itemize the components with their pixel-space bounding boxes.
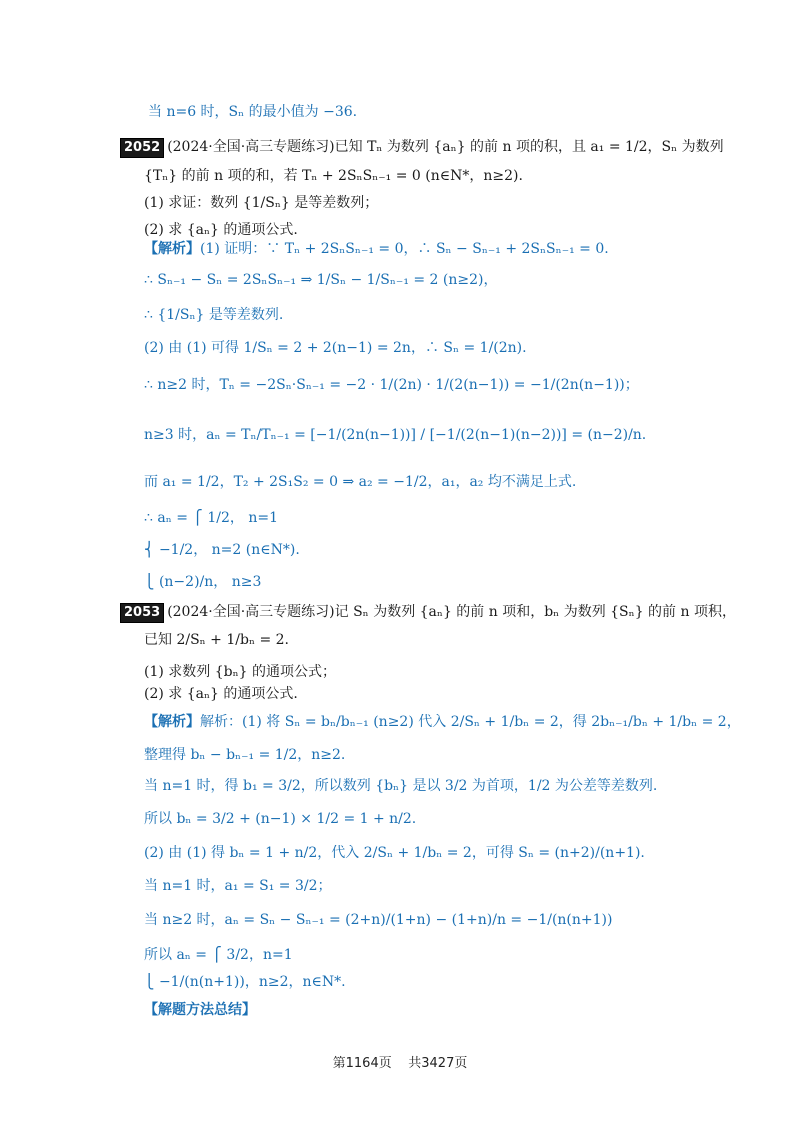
problem-stem-line: 已知 2/Sₙ + 1/bₙ = 2. — [144, 632, 289, 648]
question-1: (1) 求数列 {bₙ} 的通项公式； — [144, 664, 337, 680]
solution-line: (2) 由 (1) 得 bₙ = 1 + n/2，代入 2/Sₙ + 1/bₙ = 2，可得 Sₙ = (n+2)/(n+1). — [144, 845, 645, 861]
solution-line: 当 n=1 时，a₁ = S₁ = 3/2； — [144, 878, 332, 894]
question-2: (2) 求 {aₙ} 的通项公式. — [144, 222, 298, 238]
solution-line: 所以 bₙ = 3/2 + (n−1) × 1/2 = 1 + n/2. — [144, 811, 417, 827]
question-1: (1) 求证：数列 {1/Sₙ} 是等差数列； — [144, 195, 379, 211]
solution-line: 当 n≥2 时，aₙ = Sₙ − Sₙ₋₁ = (2+n)/(1+n) − (1+n)/n = −1/(n(n+1)) — [144, 912, 613, 928]
top-line: 当 n=6 时，Sₙ 的最小值为 −36. — [148, 104, 358, 120]
piecewise-line: ⎩ −1/(n(n+1))，n≥2，n∈N*. — [144, 974, 346, 990]
total-pages: 共3427页 — [408, 1056, 468, 1071]
solution-line: 当 n=1 时，得 b₁ = 3/2，所以数列 {bₙ} 是以 3/2 为首项，1/2 为公差等差数列. — [144, 778, 658, 794]
problem-stem-line: (2024·全国·高三专题练习)已知 Tₙ 为数列 {aₙ} 的前 n 项的积，且 a₁ = 1/2，Sₙ 为数列 — [167, 139, 724, 155]
page-footer — [0, 1052, 800, 1071]
solution-line: (2) 由 (1) 可得 1/Sₙ = 2 + 2(n−1) = 2n，∴ Sₙ = 1/(2n). — [144, 340, 527, 356]
question-2: (2) 求 {aₙ} 的通项公式. — [144, 686, 298, 702]
piecewise-line: ⎨ −1/2， n=2 (n∈N*). — [144, 542, 300, 558]
method-summary-heading: 【解题方法总结】 — [144, 1002, 256, 1018]
problem-number: 2052 — [120, 138, 164, 158]
solution-line: 整理得 bₙ − bₙ₋₁ = 1/2，n≥2. — [144, 747, 346, 763]
solution-line: n≥3 时，aₙ = Tₙ/Tₙ₋₁ = [−1/(2n(n−1))] / [−1/(2(n−1)(n−2))] = (n−2)/n. — [144, 427, 647, 443]
problem-stem-line: (2024·全国·高三专题练习)记 Sₙ 为数列 {aₙ} 的前 n 项和，bₙ 为数列 {Sₙ} 的前 n 项积， — [167, 604, 736, 620]
piecewise-line: ⎩ (n−2)/n， n≥3 — [144, 574, 262, 590]
problem-number: 2053 — [120, 603, 164, 623]
solution-line: 解析：(1) 将 Sₙ = bₙ/bₙ₋₁ (n≥2) 代入 2/Sₙ + 1/bₙ = 2，得 2bₙ₋₁/bₙ + 1/bₙ = 2， — [200, 714, 741, 730]
solution-line: ∴ Sₙ₋₁ − Sₙ = 2SₙSₙ₋₁ ⇒ 1/Sₙ − 1/Sₙ₋₁ = 2 (n≥2)， — [144, 272, 498, 288]
solution-tag: 【解析】 — [144, 241, 200, 257]
solution-line: 而 a₁ = 1/2，T₂ + 2S₁S₂ = 0 ⇒ a₂ = −1/2，a₁，a₂ 均不满足上式. — [144, 474, 577, 490]
solution-line: (1) 证明：∵ Tₙ + 2SₙSₙ₋₁ = 0，∴ Sₙ − Sₙ₋₁ + 2SₙSₙ₋₁ = 0. — [200, 241, 609, 257]
piecewise-line: 所以 aₙ = ⎧ 3/2，n=1 — [144, 947, 293, 963]
solution-line: ∴ {1/Sₙ} 是等差数列. — [144, 307, 284, 323]
solution-tag: 【解析】 — [144, 714, 200, 730]
solution-line: ∴ n≥2 时，Tₙ = −2Sₙ·Sₙ₋₁ = −2 · 1/(2n) · 1/(2(n−1)) = −1/(2n(n−1))； — [144, 377, 639, 393]
problem-stem-line: {Tₙ} 的前 n 项的和，若 Tₙ + 2SₙSₙ₋₁ = 0 (n∈N*，n≥2). — [144, 168, 523, 184]
page-number: 第1164页 — [332, 1056, 392, 1071]
piecewise-line: ∴ aₙ = ⎧ 1/2， n=1 — [144, 510, 278, 526]
